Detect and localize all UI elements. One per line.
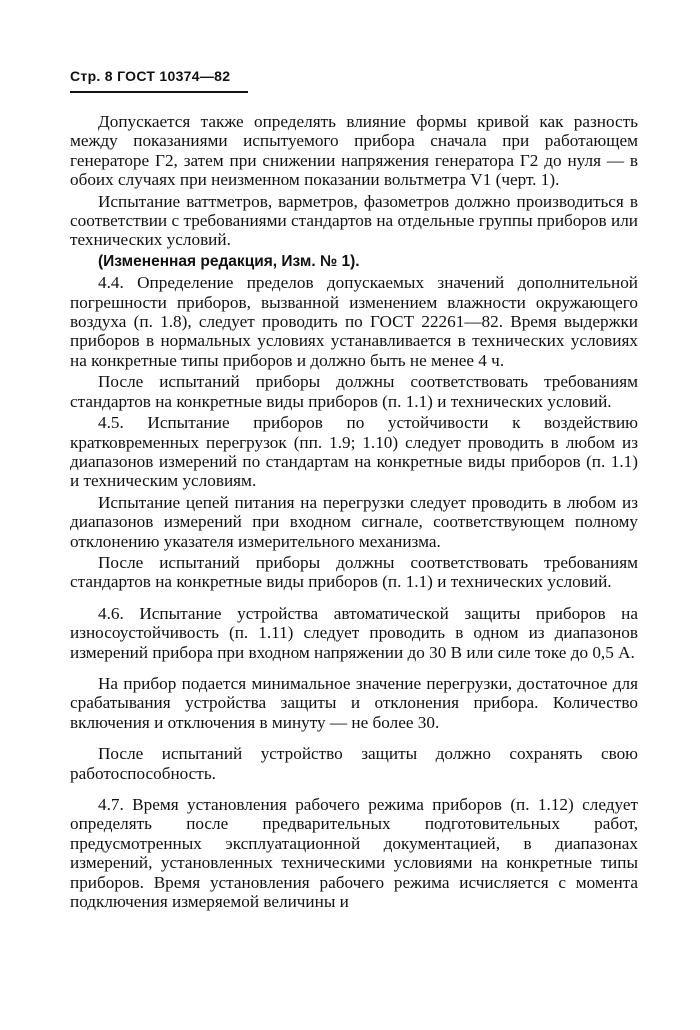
paragraph: 4.7. Время установления рабочего режима приборов (п. 1.12) следует определять после предварительных подготовительных работ, предусмотренных эксплуатационной документацией, в диапазонах измерений, установленных техническими условиями на конкретные типы приборов. Время установления рабочего режима исчисляется с момента подключения измеряемой величины и <box>70 795 638 912</box>
paragraph: На прибор подается минимальное значение перегрузки, достаточное для срабатывания устройства защиты и отклонения прибора. Количество включения и отключения в минуту — не более 30. <box>70 673 638 732</box>
paragraph: 4.4. Определение пределов допускаемых значений дополнительной погрешности приборов, вызванной изменением влажности окружающего воздуха (п. 1.8), следует проводить по ГОСТ 22261—82. Время выдержки приборов в нормальных условиях устанавливается в технических условиях на конкретные типы приборов и должно быть не менее 4 ч. <box>70 273 638 370</box>
paragraph: 4.5. Испытание приборов по устойчивости к воздействию кратковременных перегрузок (пп. 1.9; 1.10) следует проводить в любом из диапазонов измерений по стандартам на конкретные виды приборов (п. 1.1) и техническим условиям. <box>70 413 638 491</box>
page-header: Стр. 8 ГОСТ 10374—82 <box>70 68 231 84</box>
paragraph: Испытание цепей питания на перегрузки следует проводить в любом из диапазонов измерений при входном сигнале, соответствующем полному отклонению указателя измерительного механизма. <box>70 492 638 551</box>
document-body <box>70 112 638 913</box>
paragraph: После испытаний приборы должны соответствовать требованиям стандартов на конкретные виды приборов (п. 1.1) и технических условий. <box>70 552 638 592</box>
header-rule <box>70 91 248 93</box>
paragraph: После испытаний приборы должны соответствовать требованиям стандартов на конкретные виды приборов (п. 1.1) и технических условий. <box>70 372 638 411</box>
paragraph: После испытаний устройство защиты должно сохранять свою работоспособность. <box>70 744 638 783</box>
paragraph: 4.6. Испытание устройства автоматической защиты приборов на износоустойчивость (п. 1.11) следует проводить в одном из диапазонов измерений прибора при входном напряжении до 30 В или силе токе до 0,5 А. <box>70 603 638 662</box>
paragraph: Испытание ваттметров, варметров, фазометров должно производиться в соответствии с требованиями стандартов на отдельные группы приборов или технических условий. <box>70 191 638 250</box>
amendment-note: (Измененная редакция, Изм. № 1). <box>98 252 360 270</box>
paragraph: Допускается также определять влияние формы кривой как разность между показаниями испытуемого прибора сначала при работающем генераторе Г2, затем при снижении напряжения генератора Г2 до нуля — в обоих случаях при неизменном показании вольтметра V1 (черт. 1). <box>70 112 638 190</box>
